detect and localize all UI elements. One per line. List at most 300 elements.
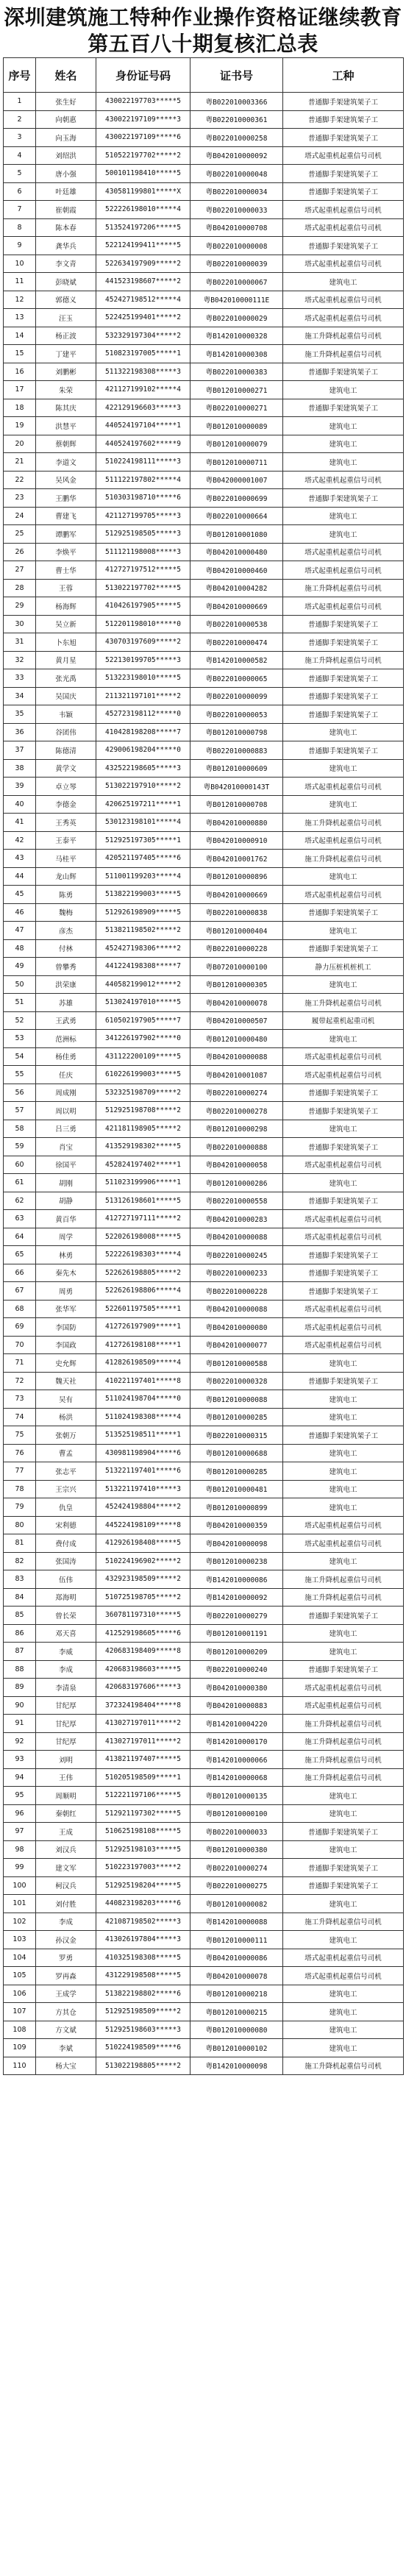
cell-no: 7: [4, 201, 36, 219]
cell-job-type: 建筑电工: [283, 1480, 404, 1498]
cell-job-type: 普通脚手架建筑架子工: [283, 1264, 404, 1282]
cell-certificate-number: 粤B012010000285: [190, 1462, 283, 1481]
cell-no: 91: [4, 1715, 36, 1733]
cell-no: 54: [4, 1047, 36, 1066]
table-row: [4, 1300, 404, 1318]
cell-no: 97: [4, 1823, 36, 1841]
cell-job-type: 普通脚手架建筑架子工: [283, 687, 404, 705]
table-row: [4, 903, 404, 922]
cell-id-number: 532325198709*****2: [96, 1084, 190, 1102]
cell-id-number: 522626198805*****2: [96, 1264, 190, 1282]
cell-name: 仇皇: [36, 1498, 96, 1517]
cell-id-number: 211321197101*****2: [96, 687, 190, 705]
cell-no: 42: [4, 831, 36, 850]
cell-no: 31: [4, 633, 36, 652]
header-row: [4, 58, 404, 93]
cell-name: 杨洪: [36, 1408, 96, 1426]
cell-certificate-number: 粤B012010000380: [190, 1840, 283, 1859]
table-header: [4, 58, 404, 93]
cell-name: 叶廷雄: [36, 182, 96, 201]
cell-name: 谭鹏军: [36, 525, 96, 544]
cell-id-number: 421127199705*****3: [96, 507, 190, 525]
cell-job-type: 普通脚手架建筑架子工: [283, 110, 404, 129]
cell-name: 洪荣康: [36, 975, 96, 994]
cell-id-number: 431229198508*****5: [96, 1967, 190, 1985]
cell-job-type: 普通脚手架建筑架子工: [283, 182, 404, 201]
cell-certificate-number: 粤B022010000258: [190, 129, 283, 147]
cell-name: 甘纪厚: [36, 1696, 96, 1715]
cell-certificate-number: 粤B042010000708: [190, 218, 283, 237]
table-row: [4, 363, 404, 381]
cell-job-type: 建筑电工: [283, 1354, 404, 1373]
cell-id-number: 513022197910*****2: [96, 778, 190, 796]
cell-certificate-number: 粤B012010000688: [190, 1444, 283, 1462]
cell-no: 87: [4, 1643, 36, 1661]
cell-name: 李斌: [36, 2039, 96, 2057]
table-row: [4, 1823, 404, 1841]
cell-name: 李德金: [36, 795, 96, 814]
cell-job-type: 施工升降机起重信号司机: [283, 1913, 404, 1931]
cell-name: 周勇: [36, 1282, 96, 1301]
cell-certificate-number: 粤B012010000089: [190, 417, 283, 435]
cell-name: 陈德清: [36, 741, 96, 760]
cell-job-type: 普通脚手架建筑架子工: [283, 615, 404, 633]
cell-job-type: 施工升降机起重信号司机: [283, 1751, 404, 1769]
cell-no: 80: [4, 1516, 36, 1534]
cell-name: 刘明: [36, 1751, 96, 1769]
cell-id-number: 440823198203*****6: [96, 1895, 190, 1913]
cell-name: 卓立琴: [36, 778, 96, 796]
cell-no: 41: [4, 814, 36, 832]
cell-job-type: 施工升降机起重信号司机: [283, 327, 404, 345]
cell-no: 4: [4, 146, 36, 165]
cell-name: 范洲标: [36, 1030, 96, 1048]
cell-id-number: 413027197011*****2: [96, 1732, 190, 1751]
table-row: [4, 543, 404, 561]
table-row: [4, 1931, 404, 1949]
cell-job-type: 建筑电工: [283, 507, 404, 525]
cell-id-number: 522026198008*****5: [96, 1228, 190, 1246]
cell-no: 83: [4, 1570, 36, 1589]
cell-job-type: 塔式起重机起重信号司机: [283, 218, 404, 237]
cell-name: 龚华兵: [36, 237, 96, 255]
table-row: [4, 1715, 404, 1733]
cell-name: 杨正波: [36, 327, 96, 345]
cell-certificate-number: 粤B042010000669: [190, 886, 283, 904]
cell-id-number: 420625197211*****1: [96, 795, 190, 814]
cell-certificate-number: 粤B022010000315: [190, 1426, 283, 1445]
cell-certificate-number: 粤B012010000798: [190, 723, 283, 741]
cell-certificate-number: 粤B022010000067: [190, 273, 283, 291]
cell-no: 76: [4, 1444, 36, 1462]
cell-certificate-number: 粤B142010000582: [190, 651, 283, 669]
cell-id-number: 440524197602*****9: [96, 435, 190, 453]
cell-id-number: 420521197405*****6: [96, 850, 190, 868]
table-row: [4, 814, 404, 832]
cell-job-type: 普通脚手架建筑架子工: [283, 1246, 404, 1264]
cell-no: 59: [4, 1138, 36, 1156]
cell-id-number: 440582199012*****2: [96, 975, 190, 994]
cell-name: 郭德义: [36, 291, 96, 309]
cell-name: 周以明: [36, 1102, 96, 1120]
cell-job-type: 静力压桩机桩机工: [283, 958, 404, 976]
cell-job-type: 建筑电工: [283, 2039, 404, 2057]
cell-name: 刘付胜: [36, 1895, 96, 1913]
cell-job-type: 建筑电工: [283, 867, 404, 886]
cell-no: 107: [4, 2003, 36, 2021]
table-row: [4, 1426, 404, 1445]
cell-no: 38: [4, 759, 36, 778]
cell-certificate-number: 粤B022010000099: [190, 687, 283, 705]
cell-certificate-number: 粤B042010000143T: [190, 778, 283, 796]
cell-certificate-number: 粤B042010000380: [190, 1679, 283, 1697]
cell-certificate-number: 粤B022010000275: [190, 1876, 283, 1895]
cell-certificate-number: 粤B042010000078: [190, 994, 283, 1012]
cell-name: 陈勇: [36, 886, 96, 904]
cell-job-type: 建筑电工: [283, 723, 404, 741]
cell-id-number: 513022197702*****5: [96, 579, 190, 597]
cell-job-type: 建筑电工: [283, 1462, 404, 1481]
cell-name: 任庆: [36, 1066, 96, 1084]
cell-job-type: 施工升降机起重信号司机: [283, 1570, 404, 1589]
cell-job-type: 塔式起重机起重信号司机: [283, 309, 404, 327]
cell-job-type: 塔式起重机起重信号司机: [283, 1516, 404, 1534]
cell-name: 魏天社: [36, 1372, 96, 1390]
cell-job-type: 普通脚手架建筑架子工: [283, 669, 404, 688]
cell-job-type: 普通脚手架建筑架子工: [283, 1084, 404, 1102]
cell-certificate-number: 粤B022010000033: [190, 1823, 283, 1841]
cell-name: 刘绍洪: [36, 146, 96, 165]
cell-job-type: 建筑电工: [283, 1120, 404, 1138]
cell-name: 陈本春: [36, 218, 96, 237]
cell-name: 周成刚: [36, 1084, 96, 1102]
cell-name: 龙山辉: [36, 867, 96, 886]
cell-certificate-number: 粤B022010000274: [190, 1859, 283, 1877]
cell-no: 5: [4, 165, 36, 183]
cell-no: 19: [4, 417, 36, 435]
cell-id-number: 512221197106*****5: [96, 1787, 190, 1805]
cell-job-type: 建筑电工: [283, 1787, 404, 1805]
cell-no: 49: [4, 958, 36, 976]
table-row: [4, 1354, 404, 1373]
cell-job-type: 塔式起重机起重信号司机: [283, 1534, 404, 1553]
cell-name: 向朝惠: [36, 110, 96, 129]
cell-certificate-number: 粤B022010000361: [190, 110, 283, 129]
cell-no: 2: [4, 110, 36, 129]
cell-no: 60: [4, 1156, 36, 1174]
cell-certificate-number: 粤B142010000328: [190, 327, 283, 345]
cell-job-type: 建筑电工: [283, 1624, 404, 1643]
cell-no: 1: [4, 93, 36, 111]
cell-id-number: 522626198806*****4: [96, 1282, 190, 1301]
table-row: [4, 1876, 404, 1895]
cell-certificate-number: 粤B042010000480: [190, 543, 283, 561]
table-row: [4, 237, 404, 255]
cell-certificate-number: 粤B042010000077: [190, 1336, 283, 1354]
cell-name: 罗勇: [36, 1949, 96, 1967]
table-row: [4, 1174, 404, 1192]
cell-name: 史允辉: [36, 1354, 96, 1373]
cell-certificate-number: 粤B012010000708: [190, 795, 283, 814]
cell-id-number: 522425199401*****2: [96, 309, 190, 327]
cell-certificate-number: 粤B012010000111: [190, 1931, 283, 1949]
cell-job-type: 施工升降机起重信号司机: [283, 651, 404, 669]
table-row: [4, 489, 404, 508]
table-row: [4, 1408, 404, 1426]
cell-name: 苏雄: [36, 994, 96, 1012]
table-row: [4, 1768, 404, 1787]
cell-certificate-number: 粤B012010000285: [190, 1408, 283, 1426]
cell-certificate-number: 粤B022010000279: [190, 1607, 283, 1625]
cell-name: 建文军: [36, 1859, 96, 1877]
table-row: [4, 705, 404, 724]
table-row: [4, 579, 404, 597]
table-row: [4, 327, 404, 345]
cell-id-number: 432522198605*****3: [96, 759, 190, 778]
table-body: [4, 93, 404, 2075]
cell-no: 52: [4, 1011, 36, 1030]
cell-no: 8: [4, 218, 36, 237]
cell-no: 79: [4, 1498, 36, 1517]
cell-certificate-number: 粤B042010000460: [190, 561, 283, 580]
cell-no: 35: [4, 705, 36, 724]
table-row: [4, 1318, 404, 1337]
cell-job-type: 建筑电工: [283, 1390, 404, 1409]
table-row: [4, 687, 404, 705]
table-row: [4, 1102, 404, 1120]
cell-no: 13: [4, 309, 36, 327]
cell-job-type: 建筑电工: [283, 975, 404, 994]
cell-job-type: 建筑电工: [283, 1408, 404, 1426]
table-row: [4, 1787, 404, 1805]
cell-id-number: 445224198109*****8: [96, 1516, 190, 1534]
cell-no: 101: [4, 1895, 36, 1913]
table-row: [4, 1156, 404, 1174]
cell-name: 李国政: [36, 1336, 96, 1354]
cell-no: 65: [4, 1246, 36, 1264]
cell-job-type: 普通脚手架建筑架子工: [283, 1660, 404, 1679]
cell-certificate-number: 粤B042010000359: [190, 1516, 283, 1534]
cell-certificate-number: 粤B042010000088: [190, 1228, 283, 1246]
cell-name: 李国防: [36, 1318, 96, 1337]
cell-no: 30: [4, 615, 36, 633]
cell-certificate-number: 粤B022010000033: [190, 201, 283, 219]
table-row: [4, 867, 404, 886]
cell-id-number: 512925198505*****3: [96, 525, 190, 544]
cell-name: 王宗兴: [36, 1480, 96, 1498]
cell-id-number: 412726198108*****1: [96, 1336, 190, 1354]
cell-certificate-number: 粤B022010000838: [190, 903, 283, 922]
cell-name: 张生好: [36, 93, 96, 111]
table-row: [4, 597, 404, 616]
cell-no: 94: [4, 1768, 36, 1787]
table-row: [4, 1084, 404, 1102]
cell-id-number: 420683198603*****5: [96, 1660, 190, 1679]
table-row: [4, 1534, 404, 1553]
cell-id-number: 413529198302*****5: [96, 1138, 190, 1156]
cell-id-number: 513126198601*****5: [96, 1192, 190, 1210]
table-row: [4, 1607, 404, 1625]
cell-job-type: 普通脚手架建筑架子工: [283, 489, 404, 508]
page-title: [3, 4, 403, 57]
cell-name: 张朝万: [36, 1426, 96, 1445]
cell-certificate-number: 粤B022010000039: [190, 255, 283, 273]
cell-job-type: 塔式起重机起重信号司机: [283, 1300, 404, 1318]
cell-id-number: 522226198303*****4: [96, 1246, 190, 1264]
cell-id-number: 412926198408*****5: [96, 1534, 190, 1553]
cell-name: 李清泉: [36, 1679, 96, 1697]
cell-certificate-number: 粤B012010000238: [190, 1552, 283, 1570]
cell-certificate-number: 粤B012010000896: [190, 867, 283, 886]
cell-no: 3: [4, 129, 36, 147]
cell-job-type: 普通脚手架建筑架子工: [283, 1192, 404, 1210]
cell-name: 刘汉兵: [36, 1840, 96, 1859]
cell-certificate-number: 粤B022010000883: [190, 741, 283, 760]
cell-no: 102: [4, 1913, 36, 1931]
cell-id-number: 452723198112*****0: [96, 705, 190, 724]
cell-job-type: 建筑电工: [283, 273, 404, 291]
cell-name: 林勇: [36, 1246, 96, 1264]
table-row: [4, 1570, 404, 1589]
cell-job-type: 建筑电工: [283, 1804, 404, 1823]
cell-certificate-number: 粤B022010000240: [190, 1660, 283, 1679]
cell-no: 47: [4, 922, 36, 940]
cell-job-type: 建筑电工: [283, 2021, 404, 2039]
cell-no: 14: [4, 327, 36, 345]
cell-name: 朱荣: [36, 381, 96, 399]
cell-certificate-number: 粤B022010000888: [190, 1138, 283, 1156]
table-row: [4, 1047, 404, 1066]
cell-job-type: 塔式起重机起重信号司机: [283, 201, 404, 219]
cell-no: 85: [4, 1607, 36, 1625]
cell-certificate-number: 粤B012010000135: [190, 1787, 283, 1805]
table-row: [4, 1967, 404, 1985]
cell-no: 6: [4, 182, 36, 201]
cell-job-type: 施工升降机起重信号司机: [283, 994, 404, 1012]
cell-id-number: 410325198308*****5: [96, 1949, 190, 1967]
table-row: [4, 110, 404, 129]
cell-certificate-number: 粤B012010000271: [190, 381, 283, 399]
cell-no: 78: [4, 1480, 36, 1498]
cell-job-type: 施工升降机起重信号司机: [283, 345, 404, 363]
cell-job-type: 施工升降机起重信号司机: [283, 1715, 404, 1733]
cell-no: 36: [4, 723, 36, 741]
cell-name: 卜东旭: [36, 633, 96, 652]
cell-job-type: 建筑电工: [283, 417, 404, 435]
table-row: [4, 129, 404, 147]
cell-name: 王武勇: [36, 1011, 96, 1030]
cell-no: 72: [4, 1372, 36, 1390]
cell-job-type: 塔式起重机起重信号司机: [283, 1047, 404, 1066]
header-no: 序号: [4, 58, 36, 93]
cell-no: 109: [4, 2039, 36, 2057]
cell-name: 吴国庆: [36, 687, 96, 705]
cell-no: 26: [4, 543, 36, 561]
cell-id-number: 341226197902*****0: [96, 1030, 190, 1048]
cell-job-type: 塔式起重机起重信号司机: [283, 1949, 404, 1967]
cell-name: 刘鹏彬: [36, 363, 96, 381]
cell-id-number: 452427198512*****4: [96, 291, 190, 309]
table-row: [4, 1228, 404, 1246]
cell-no: 16: [4, 363, 36, 381]
cell-name: 陈其庆: [36, 399, 96, 417]
cell-name: 方其仓: [36, 2003, 96, 2021]
cell-id-number: 410428198208*****7: [96, 723, 190, 741]
cell-no: 17: [4, 381, 36, 399]
table-row: [4, 1210, 404, 1228]
cell-no: 24: [4, 507, 36, 525]
cell-certificate-number: 粤B012010000082: [190, 1895, 283, 1913]
cell-certificate-number: 粤B022010000034: [190, 182, 283, 201]
cell-job-type: 施工升降机起重信号司机: [283, 2057, 404, 2075]
cell-job-type: 普通脚手架建筑架子工: [283, 129, 404, 147]
cell-job-type: 塔式起重机起重信号司机: [283, 1696, 404, 1715]
cell-certificate-number: 粤B042010000507: [190, 1011, 283, 1030]
table-row: [4, 1372, 404, 1390]
cell-job-type: 塔式起重机起重信号司机: [283, 1210, 404, 1228]
cell-job-type: 普通脚手架建筑架子工: [283, 633, 404, 652]
cell-name: 王伟: [36, 1768, 96, 1787]
cell-certificate-number: 粤B022010000228: [190, 1282, 283, 1301]
table-row: [4, 1516, 404, 1534]
table-row: [4, 741, 404, 760]
cell-no: 12: [4, 291, 36, 309]
cell-id-number: 511001199203*****4: [96, 867, 190, 886]
cell-job-type: 普通脚手架建筑架子工: [283, 399, 404, 417]
cell-job-type: 履带起重机起重司机: [283, 1011, 404, 1030]
table-row: [4, 1192, 404, 1210]
cell-no: 15: [4, 345, 36, 363]
cell-id-number: 412529198605*****6: [96, 1624, 190, 1643]
cell-id-number: 430022197109*****3: [96, 110, 190, 129]
cell-certificate-number: 粤B022010000228: [190, 939, 283, 958]
header-id: 身份证号码: [96, 58, 190, 93]
cell-name: 蔡朝辉: [36, 435, 96, 453]
cell-certificate-number: 粤B072010000100: [190, 958, 283, 976]
cell-id-number: 430581199801*****X: [96, 182, 190, 201]
cell-name: 曹士华: [36, 561, 96, 580]
cell-id-number: 513024197010*****5: [96, 994, 190, 1012]
cell-certificate-number: 粤B012010000305: [190, 975, 283, 994]
cell-id-number: 513022198805*****2: [96, 2057, 190, 2075]
cell-no: 67: [4, 1282, 36, 1301]
cell-certificate-number: 粤B042010000058: [190, 1156, 283, 1174]
cell-name: 秦先木: [36, 1264, 96, 1282]
cell-name: 胡静: [36, 1192, 96, 1210]
cell-name: 李成: [36, 1660, 96, 1679]
cell-no: 108: [4, 2021, 36, 2039]
cell-name: 彦杰: [36, 922, 96, 940]
cell-no: 25: [4, 525, 36, 544]
cell-certificate-number: 粤B012010000480: [190, 1030, 283, 1048]
cell-certificate-number: 粤B142010000066: [190, 1751, 283, 1769]
cell-id-number: 430022197703*****5: [96, 93, 190, 111]
cell-name: 洪慧平: [36, 417, 96, 435]
cell-id-number: 422129196603*****3: [96, 399, 190, 417]
cell-id-number: 511322198308*****3: [96, 363, 190, 381]
header-name: 姓名: [36, 58, 96, 93]
cell-name: 杨佳勇: [36, 1047, 96, 1066]
cell-certificate-number: 粤B042010000910: [190, 831, 283, 850]
cell-no: 58: [4, 1120, 36, 1138]
table-row: [4, 93, 404, 111]
cell-certificate-number: 粤B012010000209: [190, 1643, 283, 1661]
cell-job-type: 普通脚手架建筑架子工: [283, 1607, 404, 1625]
cell-job-type: 塔式起重机起重信号司机: [283, 1318, 404, 1337]
cell-job-type: 建筑电工: [283, 1931, 404, 1949]
cell-id-number: 412726197909*****1: [96, 1318, 190, 1337]
cell-job-type: 塔式起重机起重信号司机: [283, 255, 404, 273]
